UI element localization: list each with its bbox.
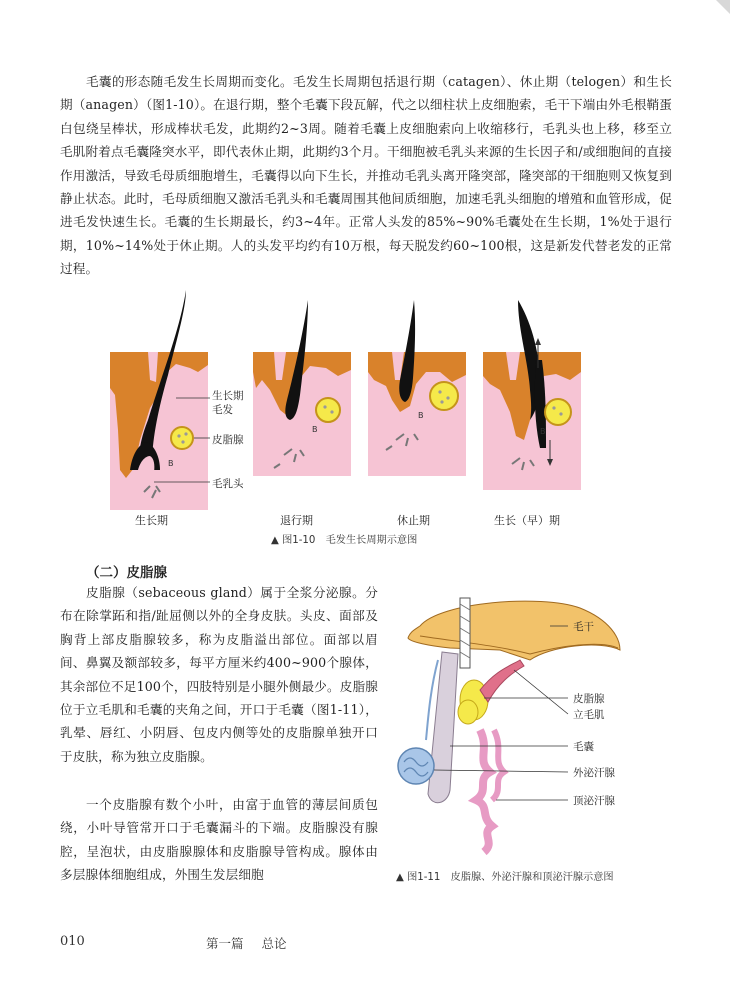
label-sebaceous: 皮脂腺 bbox=[212, 434, 244, 446]
panel-telogen bbox=[368, 300, 466, 476]
footer-part bbox=[206, 934, 287, 952]
label-papilla: 毛乳头 bbox=[212, 478, 244, 490]
paragraph-sebaceous-structure: 一个皮脂腺有数个小叶，由富于血管的薄层间质包绕，小叶导管常开口于毛囊漏斗的下端。皮脂腺没有腺腔，呈泡状，由皮脂腺腺体和皮脂腺导管构成。腺体由多层腺体细胞组成，外围生发层细胞 bbox=[60, 797, 378, 883]
label-hair-shaft: 毛干 bbox=[573, 621, 594, 633]
panel-early-anagen bbox=[483, 300, 581, 490]
footer-part-title: 总论 bbox=[261, 936, 287, 951]
label-hair-follicle: 毛囊 bbox=[573, 741, 594, 753]
svg-text:B: B bbox=[312, 425, 318, 434]
label-arrector-pili: 立毛肌 bbox=[573, 709, 605, 721]
panel-anagen bbox=[110, 290, 208, 510]
svg-text:B: B bbox=[418, 411, 424, 420]
stage-label-telogen: 休止期 bbox=[397, 514, 430, 527]
paragraph-sebaceous-gland: 皮脂腺（sebaceous gland）属于全浆分泌腺。分布在除掌跖和指/趾屈侧以外的全身皮肤。头皮、面部及胸背上部皮脂腺较多，称为皮脂溢出部位。面部以眉间、鼻翼及额部较多，每平方厘米约400~900个腺体，其余部位不足100个，四肢特别是小腿外侧最少。皮脂腺位于立毛肌和毛囊的夹角之间，开口于毛囊（图1-11），乳晕、唇红、小阴唇、包皮内侧等处的皮脂腺单独开口于皮肤，称为独立皮脂腺。 bbox=[60, 585, 378, 764]
stage-label-catagen: 退行期 bbox=[280, 514, 313, 527]
label-apocrine-gland: 顶泌汗腺 bbox=[573, 795, 615, 807]
stage-label-anagen: 生长期 bbox=[135, 514, 168, 527]
svg-text:B: B bbox=[168, 459, 174, 468]
page-number: 010 bbox=[60, 934, 85, 949]
stage-label-early-anagen: 生长（早）期 bbox=[494, 514, 560, 527]
figure-1-10-caption: ▲ 图1-10 毛发生长周期示意图 bbox=[271, 535, 418, 546]
paragraph-hair-cycle: 毛囊的形态随毛发生长周期而变化。毛发生长周期包括退行期（catagen）、休止期（telogen）和生长期（anagen）（图1-10）。在退行期，整个毛囊下段瓦解，代之以细柱状上皮细胞索，毛干下端由外毛根鞘蛋白包绕呈棒状，形成棒状毛发，此期约2~3周。随着毛囊上皮细胞索向上收缩移行，毛乳头也上移，移至立毛肌附着点毛囊隆突水平，即代表休止期，此期约3个月。干细胞被毛乳头来源的生长因子和/或细胞间的直接作用激活，导致毛母质细胞增生，毛囊得以向下生长，并推动毛乳头离开隆突部，隆突部的干细胞则又恢复到静止状态。此时，毛母质细胞又激活毛乳头和毛囊周围其他间质细胞，加速毛乳头细胞的增殖和血管形成，促进毛发快速生长。毛囊的生长期最长，约3~4年。正常人头发的85%~90%毛囊处在生长期，1%处于退行期，10%~14%处于休止期。人的头发平均约有10万根，每天脱发约60~100根，这是新发代替老发的正常过程。 bbox=[60, 74, 672, 277]
figure-1-11-caption: ▲ 图1-11 皮脂腺、外泌汗腺和顶泌汗腺示意图 bbox=[396, 872, 614, 883]
figure-skin-glands bbox=[380, 590, 700, 860]
svg-text:B: B bbox=[540, 427, 546, 436]
label-eccrine-gland: 外泌汗腺 bbox=[573, 767, 615, 779]
section-heading: （二）皮脂腺 bbox=[86, 565, 167, 581]
footer-part-number: 第一篇 bbox=[206, 936, 244, 951]
panel-catagen bbox=[253, 300, 351, 476]
label-sebaceous-gland: 皮脂腺 bbox=[573, 693, 605, 705]
label-anagen-hair: 生长期 毛发 bbox=[212, 390, 244, 416]
